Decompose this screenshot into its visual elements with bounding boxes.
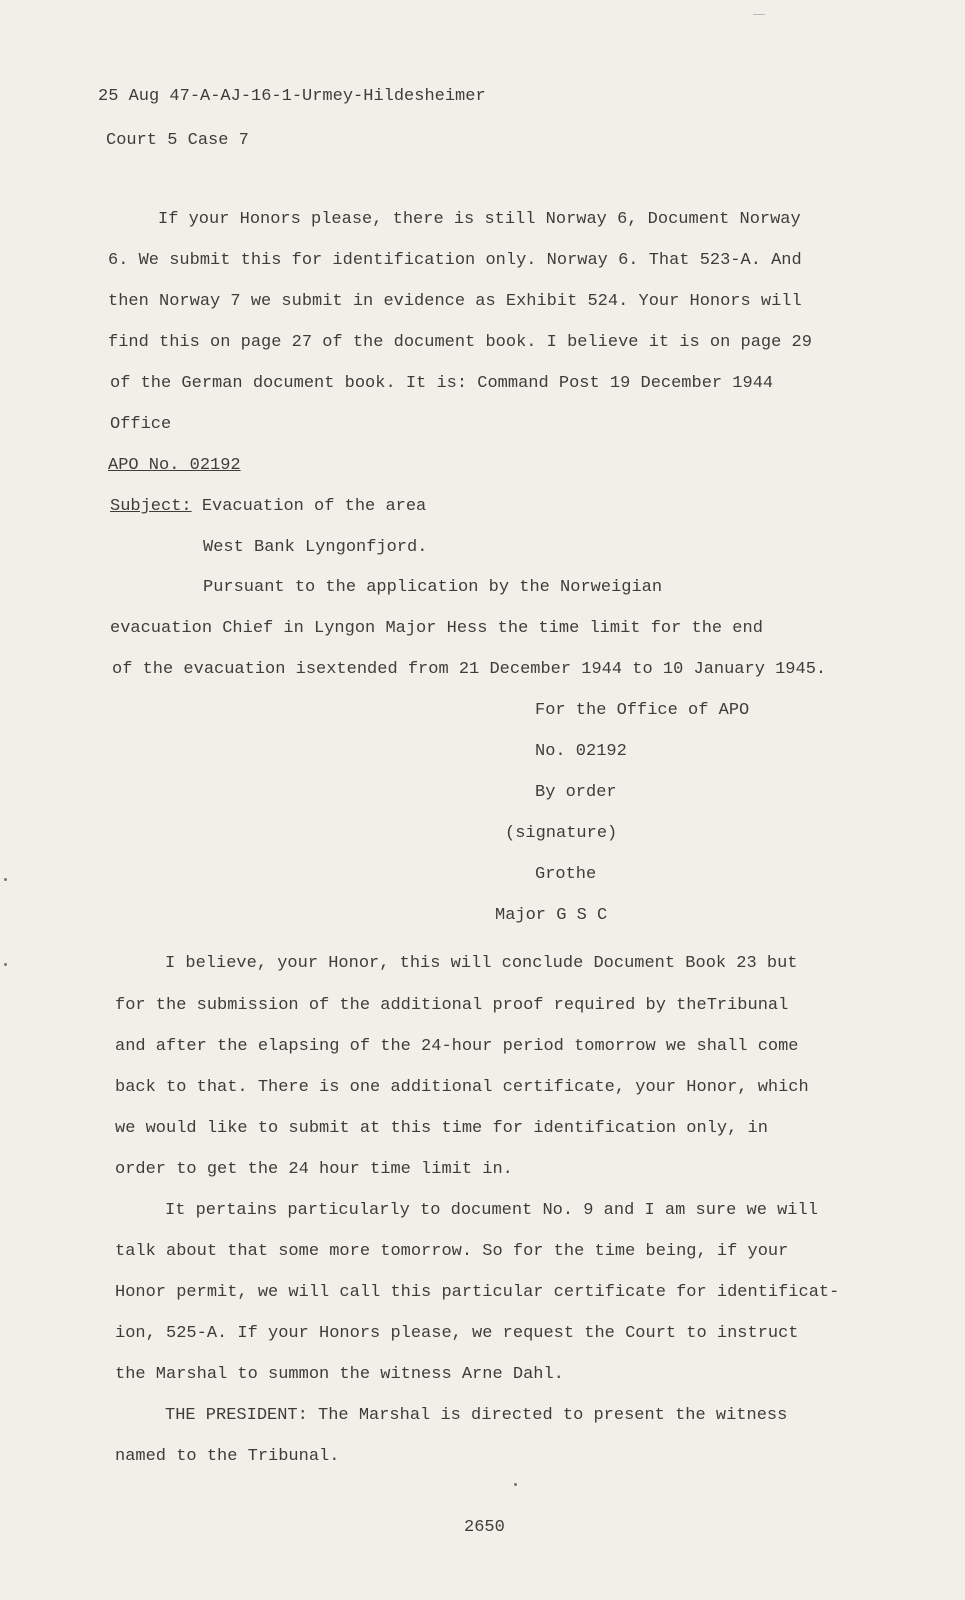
paragraph2-line: for the submission of the additional proof required by theTribunal [115,996,789,1015]
speck [4,878,7,881]
paragraph1-line: of the German document book. It is: Command Post 19 December 1944 [110,374,774,393]
subject-label: Subject: [110,497,192,516]
signature-line: Major G S C [495,906,608,925]
signature-line: For the Office of APO [535,701,750,720]
speck [514,1483,517,1486]
paragraph4-line: named to the Tribunal. [115,1447,340,1466]
paragraph2-line: we would like to submit at this time for identification only, in [115,1119,768,1138]
paragraph2-line: order to get the 24 hour time limit in. [115,1160,513,1179]
header-line-1: 25 Aug 47-A-AJ-16-1-Urmey-Hildesheimer [98,87,486,106]
header-line-2: Court 5 Case 7 [106,131,249,150]
paragraph2-line: and after the elapsing of the 24-hour period tomorrow we shall come [115,1037,799,1056]
paragraph1-line: Office [110,415,172,434]
apo-number: APO No. 02192 [108,456,241,475]
document-body-line: of the evacuation isextended from 21 December 1944 to 10 January 1945. [112,660,827,679]
paragraph1-line: If your Honors please, there is still Norway 6, Document Norway [158,210,801,229]
paragraph3-line: talk about that some more tomorrow. So for the time being, if your [115,1242,789,1261]
subject-line-2: West Bank Lyngonfjord. [203,538,428,557]
signature-line: (signature) [505,824,618,843]
paragraph1-line: find this on page 27 of the document book. I believe it is on page 29 [108,333,812,352]
document-body-line: Pursuant to the application by the Norweigian [203,578,663,597]
subject-line [110,497,426,517]
paragraph1-line: then Norway 7 we submit in evidence as Exhibit 524. Your Honors will [108,292,802,311]
signature-line: Grothe [535,865,597,884]
document-body-line: evacuation Chief in Lyngon Major Hess the time limit for the end [110,619,763,638]
subject-text: Evacuation of the area [191,497,427,516]
paragraph3-line: the Marshal to summon the witness Arne Dahl. [115,1365,564,1384]
paragraph3-line: Honor permit, we will call this particular certificate for identificat- [115,1283,840,1302]
speck [4,963,7,966]
scratch-mark [753,14,765,15]
paragraph1-line: 6. We submit this for identification only. Norway 6. That 523-A. And [108,251,802,270]
paragraph4-line: THE PRESIDENT: The Marshal is directed to present the witness [165,1406,788,1425]
paragraph3-line: It pertains particularly to document No. 9 and I am sure we will [165,1201,818,1220]
paragraph2-line: I believe, your Honor, this will conclude Document Book 23 but [165,954,798,973]
page-number: 2650 [464,1518,505,1537]
signature-line: No. 02192 [535,742,627,761]
signature-line: By order [535,783,617,802]
paragraph3-line: ion, 525-A. If your Honors please, we request the Court to instruct [115,1324,799,1343]
paragraph2-line: back to that. There is one additional certificate, your Honor, which [115,1078,809,1097]
